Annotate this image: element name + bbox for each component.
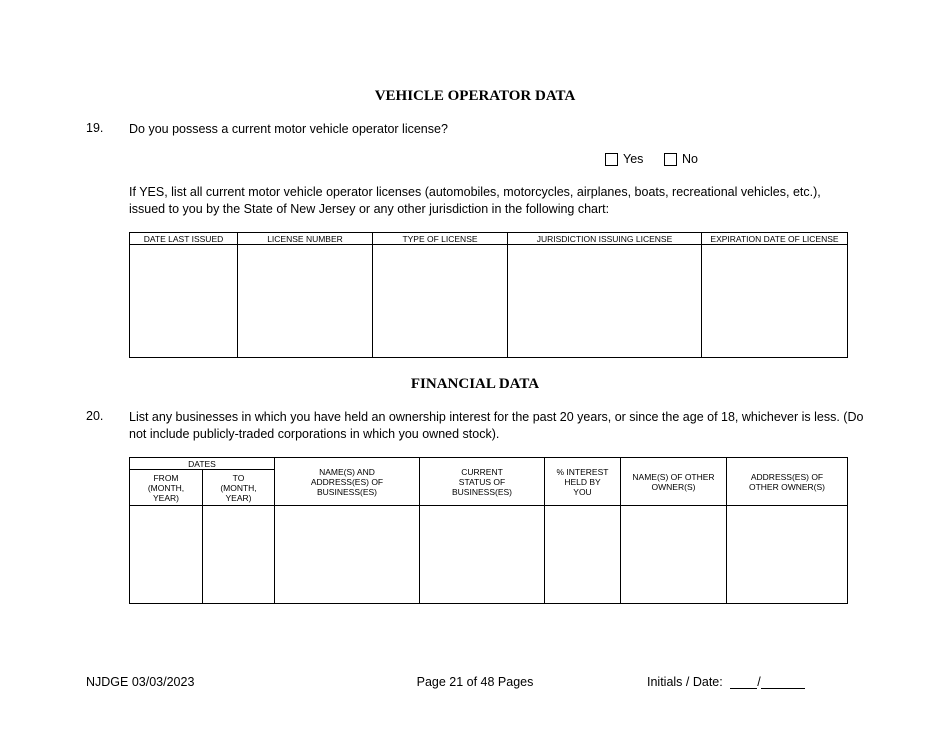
question-19-number: 19. — [86, 121, 104, 135]
license-table — [129, 232, 848, 358]
business-header-other-owner-names: NAME(S) OF OTHER OWNER(S) — [621, 458, 727, 506]
license-header-expiration: EXPIRATION DATE OF LICENSE — [702, 233, 848, 245]
license-header-date-issued: DATE LAST ISSUED — [130, 233, 238, 245]
license-cell-expiration[interactable] — [702, 245, 848, 358]
business-cell-to[interactable] — [203, 506, 275, 604]
license-entry-row — [130, 245, 848, 358]
yes-option[interactable] — [605, 152, 643, 166]
footer-form-id: NJDGE 03/03/2023 — [86, 675, 195, 689]
license-header-type: TYPE OF LICENSE — [373, 233, 508, 245]
question-19-text: Do you possess a current motor vehicle operator license? — [129, 122, 448, 136]
license-header-number: LICENSE NUMBER — [238, 233, 373, 245]
business-entry-row — [130, 506, 848, 604]
business-table — [129, 457, 848, 604]
business-header-interest: % INTEREST HELD BY YOU — [545, 458, 621, 506]
business-cell-names-addresses[interactable] — [275, 506, 420, 604]
business-cell-other-owner-names[interactable] — [621, 506, 727, 604]
business-header-other-owner-addresses: ADDRESS(ES) OF OTHER OWNER(S) — [727, 458, 848, 506]
yes-label: Yes — [623, 152, 644, 166]
license-header-jurisdiction: JURISDICTION ISSUING LICENSE — [508, 233, 702, 245]
initials-date-label: Initials / Date: — [647, 675, 723, 689]
license-cell-jurisdiction[interactable] — [508, 245, 702, 358]
financial-section-title: FINANCIAL DATA — [410, 376, 540, 392]
license-cell-date-issued[interactable] — [130, 245, 238, 358]
business-header-names-addresses: NAME(S) AND ADDRESS(ES) OF BUSINESS(ES) — [275, 458, 420, 506]
business-cell-interest[interactable] — [545, 506, 621, 604]
business-header-dates: DATES — [130, 458, 275, 470]
license-cell-number[interactable] — [238, 245, 373, 358]
initials-date-separator: / — [757, 675, 761, 689]
license-cell-type[interactable] — [373, 245, 508, 358]
no-option[interactable] — [664, 152, 698, 166]
business-header-from: FROM (MONTH, YEAR) — [130, 470, 203, 506]
question-20-number: 20. — [86, 409, 104, 423]
no-checkbox[interactable] — [664, 153, 677, 166]
business-header-status: CURRENT STATUS OF BUSINESS(ES) — [420, 458, 545, 506]
license-instruction: If YES, list all current motor vehicle operator licenses (automobiles, motorcycles, airplanes, boats, recreational vehicles, etc.), issued to you by the State of New Jersey or any other jurisdiction in the following chart: — [129, 185, 821, 216]
business-cell-other-owner-addresses[interactable] — [727, 506, 848, 604]
business-cell-from[interactable] — [130, 506, 203, 604]
yes-checkbox[interactable] — [605, 153, 618, 166]
footer-page-number: Page 21 of 48 Pages — [416, 675, 534, 689]
footer-initials — [647, 675, 805, 689]
question-20-text: List any businesses in which you have held an ownership interest for the past 20 years, or since the age of 18, whichever is less. (Do not include publicly-traded corporations in which you owned stock). — [129, 410, 864, 441]
business-cell-status[interactable] — [420, 506, 545, 604]
no-label: No — [682, 152, 698, 166]
initials-field[interactable] — [730, 675, 757, 689]
date-field[interactable] — [761, 675, 805, 689]
business-header-to: TO (MONTH, YEAR) — [203, 470, 275, 506]
vehicle-section-title: VEHICLE OPERATOR DATA — [374, 88, 576, 104]
